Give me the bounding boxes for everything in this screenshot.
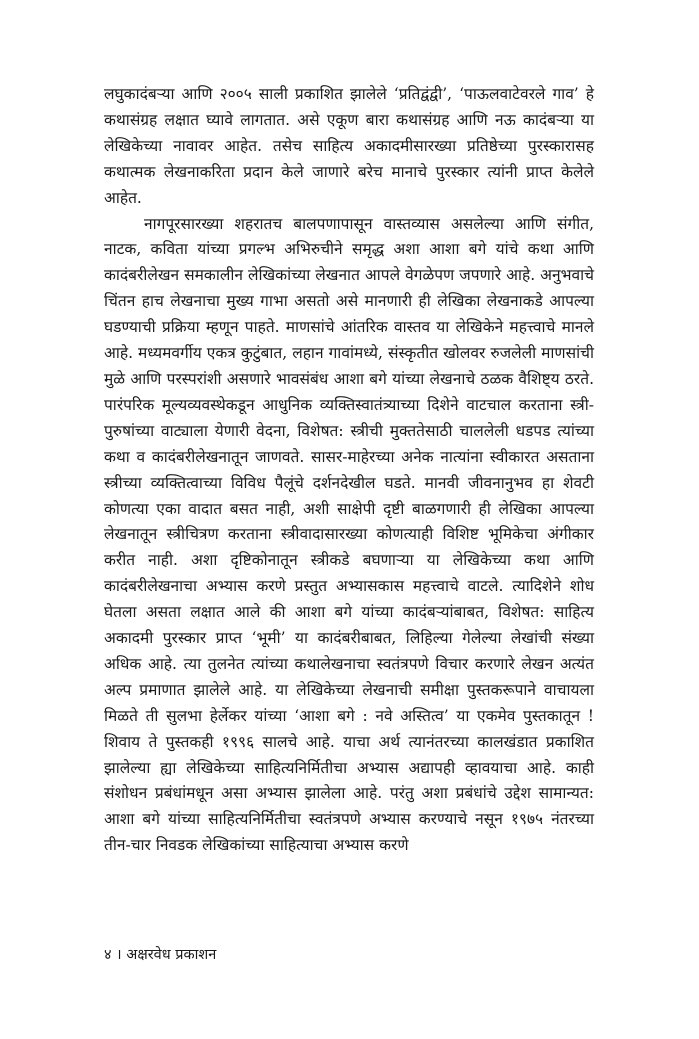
footer-separator: । — [116, 947, 122, 963]
paragraph-1: लघुकादंबऱ्या आणि २००५ साली प्रकाशित झालेले ‘प्रतिद्वंद्वी’, ‘पाऊलवाटेवरले गाव’ हे कथासंग्रह लक्षात घ्यावे लागतात. असे एकूण बारा कथासंग्रह आणि नऊ कादंबऱ्या या लेखिकेच्या नावावर आहेत. तसेच साहित्य अकादमीसारख्या प्रतिष्ठेच्या पुरस्कारासह कथात्मक लेखनाकरिता प्रदान केले जाणारे बरेच मानाचे पुरस्कार त्यांनी प्राप्त केलेले आहेत. — [104, 85, 594, 207]
paragraph-2: नागपूरसारख्या शहरातच बालपणापासून वास्तव्यास असलेल्या आणि संगीत, नाटक, कविता यांच्या प्रगल्भ अभिरुचीने समृद्ध अशा आशा बगे यांचे कथा आणि कादंबरीलेखन समकालीन लेखिकांच्या लेखनात आपले वेगळेपण जपणारे आहे. अनुभवाचे चिंतन हाच लेखनाचा मुख्य गाभा असतो असे मानणारी ही लेखिका लेखनाकडे आपल्या घडण्याची प्रक्रिया म्हणून पाहते. माणसांचे आंतरिक वास्तव या लेखिकेने महत्त्वाचे मानले आहे. मध्यमवर्गीय एकत्र कुटुंबात, लहान गावांमध्ये, संस्कृतीत खोलवर रुजलेली माणसांची मुळे आणि परस्परांशी असणारे भावसंबंध आशा बगे यांच्या लेखनाचे ठळक वैशिष्ट्य ठरते. पारंपरिक मूल्यव्यवस्थेकडून आधुनिक व्यक्तिस्वातंत्र्याच्या दिशेने वाटचाल करताना स्त्री-पुरुषांच्या वाट्याला येणारी वेदना, विशेषत: स्त्रीची मुक्ततेसाठी चाललेली धडपड त्यांच्या कथा व कादंबरीलेखनातून जाणवते. सासर-माहेरच्या अनेक नात्यांना स्वीकारत असताना स्त्रीच्या व्यक्तित्वाच्या विविध पैलूंचे दर्शनदेखील घडते. मानवी जीवनानुभव हा शेवटी कोणत्या एका वादात बसत नाही, अशी साक्षेपी दृष्टी बाळगणारी ही लेखिका आपल्या लेखनातून स्त्रीचित्रण करताना स्त्रीवादासारख्या कोणत्याही विशिष्ट भूमिकेचा अंगीकार करीत नाही. अशा दृष्टिकोनातून स्त्रीकडे बघणाऱ्या या लेखिकेच्या कथा आणि कादंबरीलेखनाचा अभ्यास करणे प्रस्तुत अभ्यासकास महत्त्वाचे वाटले. त्यादिशेने शोध घेतला असता लक्षात आले की आशा बगे यांच्या कादंबऱ्यांबाबत, विशेषत: साहित्य अकादमी पुरस्कार प्राप्त ‘भूमी’ या कादंबरीबाबत, लिहिल्या गेलेल्या लेखांची संख्या अधिक आहे. त्या तुलनेत त्यांच्या कथालेखनाचा स्वतंत्रपणे विचार करणारे लेखन अत्यंत अल्प प्रमाणात झालेले आहे. या लेखिकेच्या लेखनाची समीक्षा पुस्तकरूपाने वाचायला मिळते ती सुलभा हेर्लेकर यांच्या ‘आशा बगे : नवे अस्तित्व’ या एकमेव पुस्तकातून ! शिवाय ते पुस्तकही १९९६ सालचे आहे. याचा अर्थ त्यानंतरच्या कालखंडात प्रकाशित झालेल्या ह्या लेखिकेच्या साहित्यनिर्मितीचा अभ्यास अद्यापही व्हावयाचा आहे. काही संशोधन प्रबंधांमधून असा अभ्यास झालेला आहे. परंतु अशा प्रबंधांचे उद्देश सामान्यत: आशा बगे यांच्या साहित्यनिर्मितीचा स्वतंत्रपणे अभ्यास करण्याचे नसून १९७५ नंतरच्या तीन-चार निवडक लेखिकांच्या साहित्याचा अभ्यास करणे — [104, 214, 594, 855]
publisher-name: अक्षरवेध प्रकाशन — [126, 947, 217, 963]
body-text — [104, 82, 594, 859]
page-number: ४ — [104, 947, 112, 963]
page-footer — [104, 944, 216, 966]
